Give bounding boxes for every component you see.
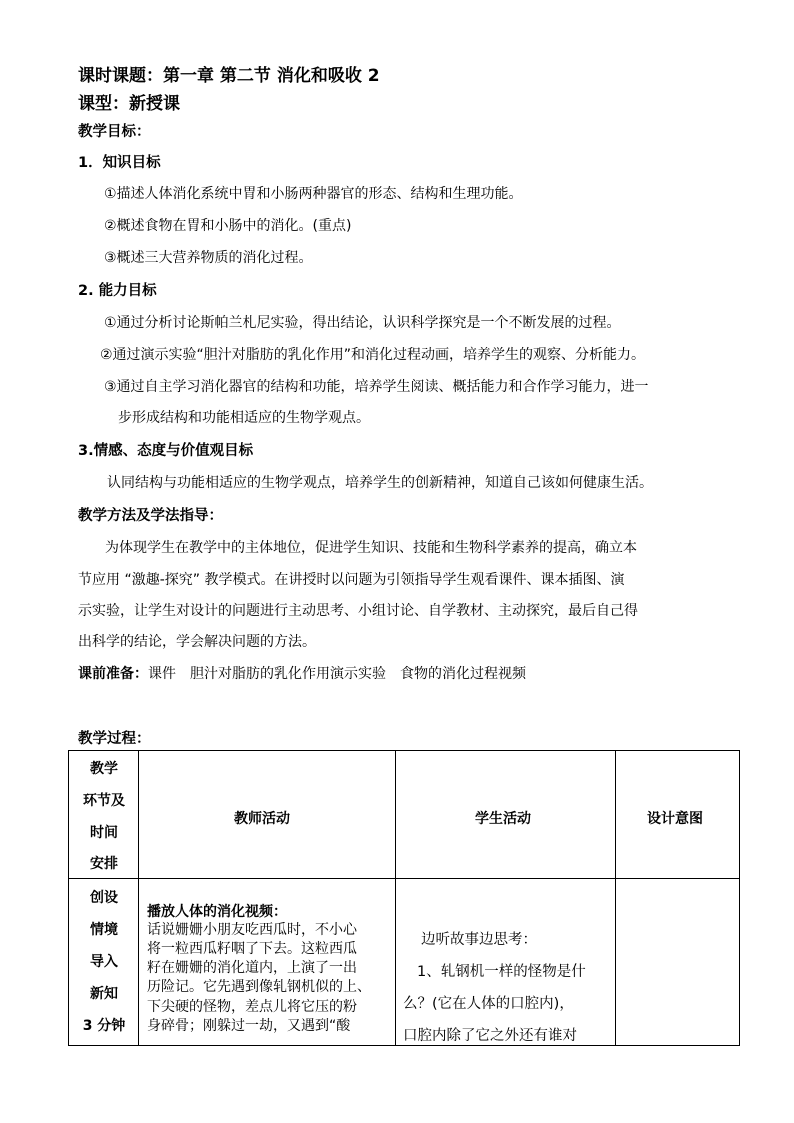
methods-line-1: 为体现学生在教学中的主体地位，促进学生知识、技能和生物科学素养的提高，确立本 <box>105 540 637 556</box>
table-col-divider <box>138 751 139 1045</box>
lesson-title: 课时课题：第一章 第二节 消化和吸收 2 <box>78 66 380 86</box>
preparation-line <box>78 664 526 684</box>
methods-heading: 教学方法及学法指导： <box>78 508 223 524</box>
header-student: 学生活动 <box>475 811 531 827</box>
preparation-text: 课件 胆汁对脂肪的乳化作用演示实验 食物的消化过程视频 <box>148 666 526 682</box>
row1-teacher-line: 历险记。它先遇到像轧钢机似的上、 <box>147 979 371 995</box>
header-stage-line: 时间 <box>90 825 118 841</box>
preparation-label: 课前准备： <box>78 666 148 682</box>
row1-teacher-heading: 播放人体的消化视频： <box>147 904 287 920</box>
knowledge-item-1: ①描述人体消化系统中胃和小肠两种器官的形态、结构和生理功能。 <box>104 186 523 202</box>
row1-stage-line: 新知 <box>90 986 118 1002</box>
row1-stage-line: 导入 <box>90 954 118 970</box>
header-stage-line: 教学 <box>90 761 118 777</box>
row1-student-line: 口腔内除了它之外还有谁对 <box>403 1028 577 1044</box>
ability-item-1: ①通过分析讨论斯帕兰札尼实验，得出结论，认识科学探究是一个不断发展的过程。 <box>104 315 621 331</box>
row1-teacher-line: 身碎骨；刚躲过一劫，又遇到“酸 <box>147 1018 351 1034</box>
methods-line-2: 节应用 “激趣-探究” 教学模式。在讲授时以问题为引领指导学生观看课件、课本插图、演 <box>78 572 625 588</box>
knowledge-item-2: ②概述食物在胃和小肠中的消化。(重点) <box>104 218 352 234</box>
emotion-text: 认同结构与功能相适应的生物学观点，培养学生的创新精神，知道自己该如何健康生活。 <box>107 475 653 491</box>
lesson-type: 课型：新授课 <box>78 94 180 114</box>
header-teacher: 教师活动 <box>234 811 290 827</box>
row1-student-line: 1、轧钢机一样的怪物是什 <box>417 964 586 980</box>
emotion-heading: 3.情感、态度与价值观目标 <box>78 443 254 459</box>
row1-stage-line: 3 分钟 <box>82 1018 126 1034</box>
row1-stage-line: 情境 <box>90 922 118 938</box>
knowledge-heading: 1．知识目标 <box>78 155 161 171</box>
methods-line-4: 出科学的结论，学会解决问题的方法。 <box>78 634 316 650</box>
row1-student-line: 么？(它在人体的口腔内)， <box>403 996 574 1012</box>
row1-stage-line: 创设 <box>90 890 118 906</box>
ability-heading: 2. 能力目标 <box>78 283 157 299</box>
teaching-process-table <box>68 750 740 1046</box>
header-intent: 设计意图 <box>647 811 703 827</box>
row1-student-line: 边听故事边思考： <box>421 932 537 948</box>
header-stage-line: 环节及 <box>83 793 125 809</box>
process-heading: 教学过程： <box>78 731 151 747</box>
row1-teacher-line: 籽在姗姗的消化道内，上演了一出 <box>147 960 357 976</box>
objectives-heading: 教学目标： <box>78 124 151 140</box>
row1-teacher-line: 将一粒西瓜籽咽了下去。这粒西瓜 <box>147 941 357 957</box>
ability-item-3-cont: 步形成结构和功能相适应的生物学观点。 <box>118 410 370 426</box>
methods-line-3: 示实验，让学生对设计的问题进行主动思考、小组讨论、自学教材、主动探究，最后自己得 <box>78 603 638 619</box>
row1-teacher-line: 下尖硬的怪物，差点儿将它压的粉 <box>147 999 357 1015</box>
knowledge-item-3: ③概述三大营养物质的消化过程。 <box>104 250 313 266</box>
ability-item-2: ②通过演示实验“胆汁对脂肪的乳化作用”和消化过程动画，培养学生的观察、分析能力。 <box>100 347 646 363</box>
table-col-divider <box>395 751 396 1045</box>
table-row-divider <box>69 878 739 879</box>
ability-item-3: ③通过自主学习消化器官的结构和功能，培养学生阅读、概括能力和合作学习能力，进一 <box>104 379 649 395</box>
row1-teacher-line: 话说姗姗小朋友吃西瓜时，不小心 <box>147 922 357 938</box>
table-col-divider <box>615 751 616 1045</box>
header-stage-line: 安排 <box>90 856 118 872</box>
